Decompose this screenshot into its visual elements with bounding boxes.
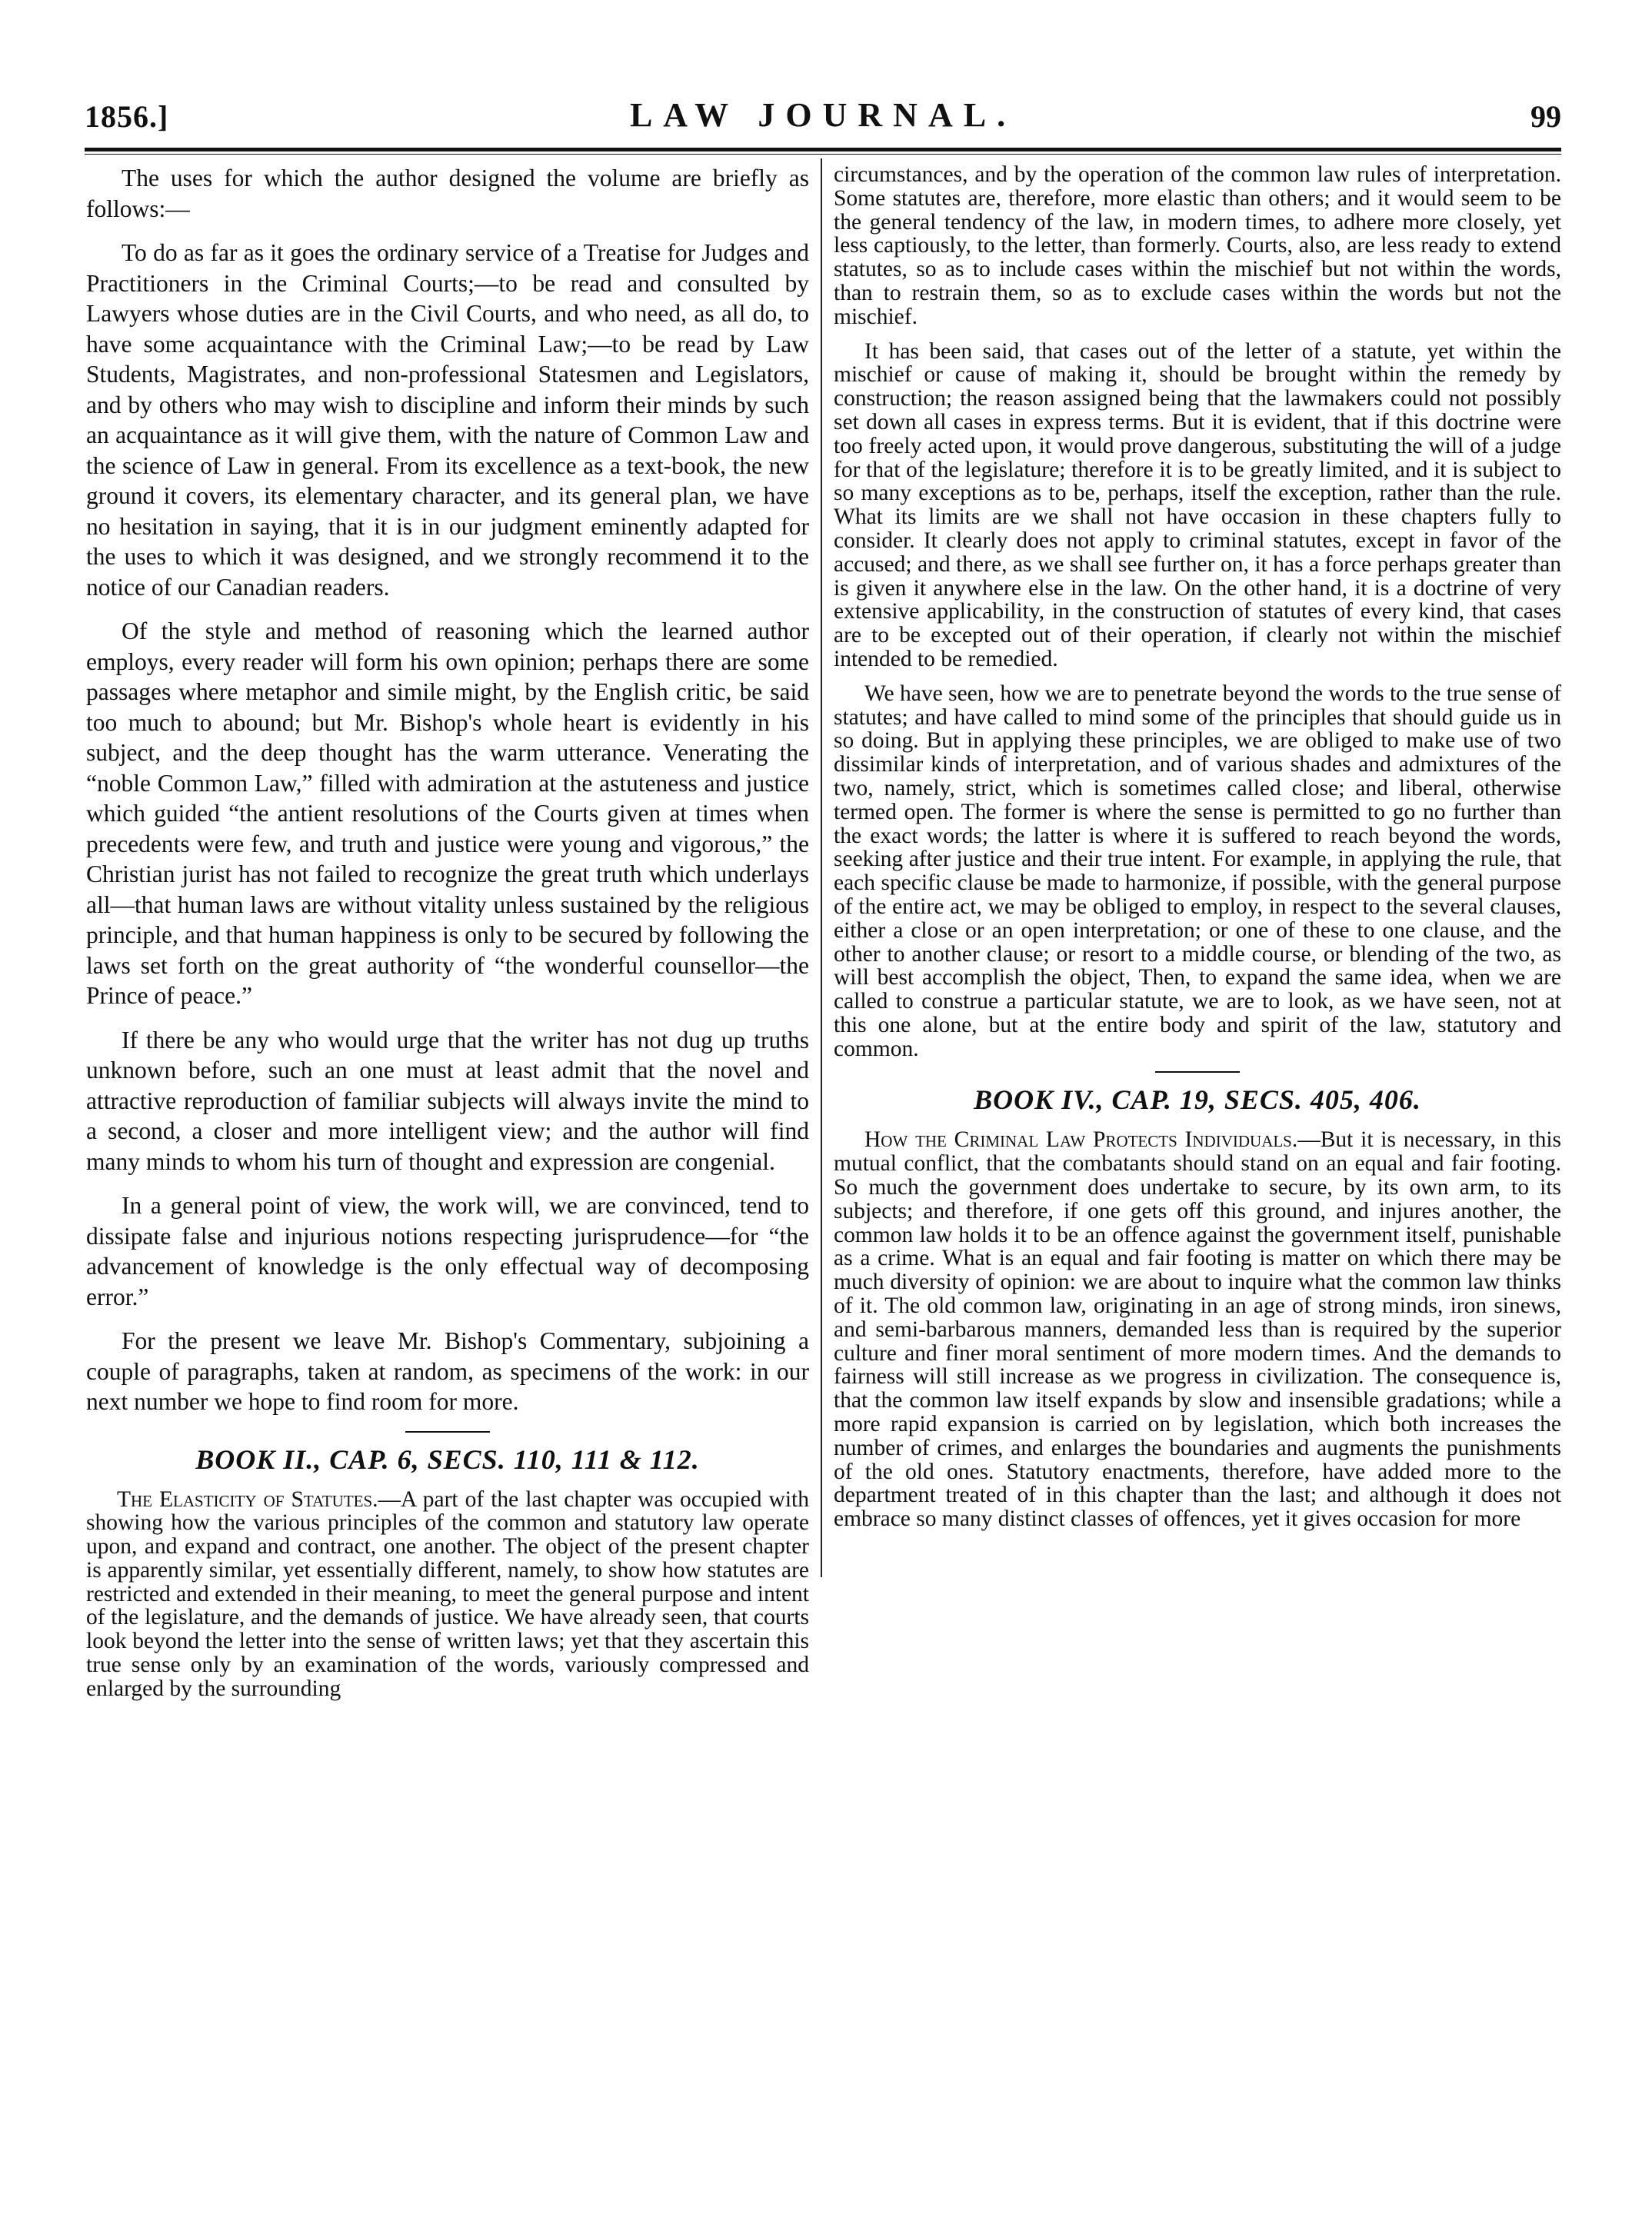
paragraph: Of the style and method of reasoning which the learned author employs, every reader will form his own opinion; perhaps there are some passages where metaphor and simile might, by the English critic, be said too much to abound; but Mr. Bishop's whole heart is evidently in his subject, and the deep thought has the warm utterance. Venerating the “noble Common Law,” filled with admiration at the astuteness and justice which guided “the antient resolutions of the Courts given at times when precedents were few, and truth and justice were young and vigorous,” the Christian jurist has not failed to recognize the great truth which underlays all—that human laws are without vitality unless sustained by the religious principle, and that human happiness is only to be secured by following the laws set forth on the great authority of “the wonderful counsellor—the Prince of peace.” — [86, 618, 809, 1009]
paragraph: If there be any who would urge that the writer has not dug up truths unknown before, such an one must at least admit that the novel and attractive reproduction of familiar subjects will always invite the mind to a second, a closer and more intelligent view; and the author will find many minds to whom his turn of thought and expression are congenial. — [86, 1026, 809, 1175]
journal-title: LAW JOURNAL. — [629, 96, 1017, 134]
paragraph-body: —But it is necessary, in this mutual conflict, that the combatants should stand on an equal and fair footing. So much the government does undertake to secure, by its own arm, to its subjects; and therefore, if one gets off this ground, and injures another, the common law holds it to be an offence against the government itself, punishable as a crime. What is an equal and fair footing is matter on which there may be much diversity of opinion: we are about to inquire what the common law thinks of it. The old common law, originating in an age of strong minds, iron sinews, and semi-barbarous manners, demanded less than is required by the superior culture and finer moral sentiment of more modern times. And the demands to fairness will still increase as we progress in civilization. The consequence is, that the common law itself expands by slow and insensible gradations; while a more rapid expansion is carried on by legislation, which both increases the number of crimes, and enlarges the boundaries and augments the punishments of the old ones. Statutory enactments, therefore, have added more to the department treated of in this chapter than the last; and although it does not embrace so many distinct classes of offences, yet it gives occasion for more — [834, 1127, 1561, 1532]
right-column — [834, 163, 1561, 1542]
paragraph-lead: How the Criminal Law Protects Individuals. — [864, 1127, 1298, 1153]
paragraph: For the present we leave Mr. Bishop's Commentary, subjoining a couple of paragraphs, taken at random, as specimens of the work: in our next number we hope to find room for more. — [86, 1327, 809, 1415]
paragraph-lead: The Elasticity of Statutes. — [117, 1486, 378, 1512]
paragraph — [86, 1488, 809, 1701]
paragraph: We have seen, how we are to penetrate beyond the words to the true sense of statutes; and have called to mind some of the principles that should guide us in so doing. But in applying these principles, we are obliged to make use of two dissimilar kinds of interpretation, and of various shades and admixtures of the two, namely, strict, which is sometimes called close; and liberal, otherwise termed open. The former is where the sense is permitted to go no further than the exact words; the latter is where it is suffered to reach beyond the words, seeking after justice and their true intent. For example, in applying the rule, that each specific clause be made to harmonize, if possible, with the general purpose of the entire act, we may be obliged to employ, in respect to the several clauses, either a close or an open interpretation; or one of these to one clause, and the other to another clause; or resort to a middle course, or blending of the two, as will best accomplish the object, Then, to expand the same idea, when we are called to construe a particular statute, we are to look, as we have seen, not at this one alone, but at the entire body and spirit of the law, statutory and common. — [834, 681, 1561, 1061]
section-heading: BOOK II., CAP. 6, SECS. 110, 111 & 112. — [195, 1443, 700, 1475]
column-divider — [821, 158, 822, 1577]
paragraph: To do as far as it goes the ordinary service of a Treatise for Judges and Practitioners in the Criminal Courts;—to be read and consulted by Lawyers whose duties are in the Civil Courts, and who need, as all do, to have some acquaintance with the Criminal Law;—to be read by Law Students, Magistrates, and non-professional Statesmen and Legislators, and by others who may wish to discipline and inform their minds by such an acquaintance as it will give them, with the nature of Common Law and the science of Law in general. From its excellence as a text-book, the new ground it covers, its elementary character, and its general plan, we have no hesitation in saying, that it is in our judgment eminently adapted for the uses to which it was designed, and we strongly recommend it to the notice of our Canadian readers. — [86, 239, 809, 601]
header-year: 1856.] — [85, 99, 169, 134]
paragraph-body: —A part of the last chapter was occupied with showing how the various principles of the common and statutory law operate upon, and expand and contract, one another. The object of the present chapter is apparently similar, yet essentially different, namely, to show how statutes are restricted and extended in their meaning, to meet the general purpose and intent of the legislature, and the demands of justice. We have already seen, that courts look beyond the letter into the sense of written laws; yet that they ascertain this true sense only by an examination of the words, variously compressed and enlarged by the surrounding — [86, 1486, 809, 1701]
section-heading: BOOK IV., CAP. 19, SECS. 405, 406. — [974, 1084, 1421, 1116]
paragraph: The uses for which the author designed the volume are briefly as follows:— — [86, 165, 809, 222]
page-number: 99 — [1530, 99, 1561, 134]
running-header — [85, 91, 1561, 145]
paragraph: In a general point of view, the work will, we are convinced, tend to dissipate false and injurious notions respecting jurisprudence—for “the advancement of knowledge is the only effectual way of decomposing error.” — [86, 1192, 809, 1310]
header-rule-thin — [85, 154, 1561, 155]
paragraph: circumstances, and by the operation of the common law rules of interpretation. Some statutes are, therefore, more elastic than others; and it would seem to be the general tendency of the law, in modern times, to adhere more closely, yet less captiously, to the letter, than formerly. Courts, also, are less ready to extend statutes, so as to include cases within the mischief but not within the words, than to restrain them, so as to exclude cases within the words but not the mischief. — [834, 162, 1561, 329]
paragraph — [834, 1128, 1561, 1531]
section-divider — [405, 1431, 490, 1433]
paragraph: It has been said, that cases out of the letter of a statute, yet within the mischief or cause of making it, should be brought within the remedy by construction; the reason assigned being that the lawmakers could not possibly set down all cases in express terms. But it is evident, that if this doctrine were too freely acted upon, it would prove dangerous, substituting the will of a judge for that of the legislature; therefore it is to be greatly limited, and it is subject to so many exceptions as to be, perhaps, itself the exception, rather than the rule. What its limits are we shall not have occasion in these chapters fully to consider. It clearly does not apply to criminal statutes, except in favor of the accused; and there, as we shall see further on, it has a force perhaps greater than is given it anywhere else in the law. On the other hand, it is a doctrine of very extensive applicability, in the construction of statutes of every kind, that cases are to be excepted out of their operation, if clearly not within the mischief intended to be remedied. — [834, 338, 1561, 671]
left-column — [86, 163, 809, 1712]
section-divider — [1155, 1071, 1240, 1073]
header-rule — [85, 148, 1561, 151]
